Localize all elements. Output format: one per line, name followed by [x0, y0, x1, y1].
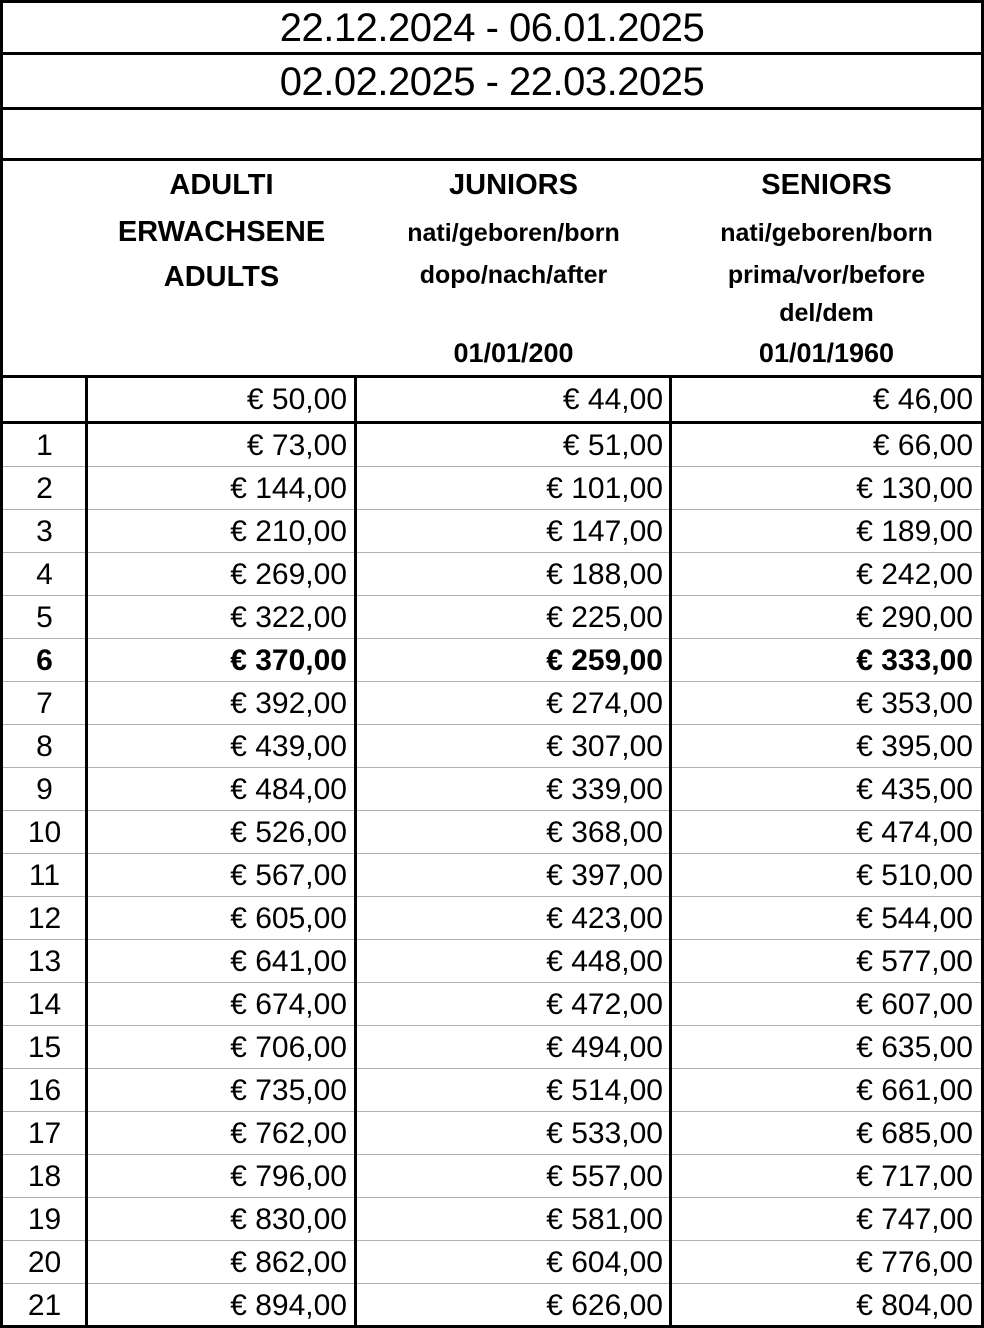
- header-seniors-line-1: nati/geboren/born: [720, 219, 933, 247]
- column-divider: [85, 378, 88, 1325]
- price-seniors: € 544,00: [856, 902, 973, 935]
- header-seniors-date: 01/01/1960: [758, 338, 895, 368]
- row-index: 12: [27, 902, 62, 935]
- header-seniors-line-3: del/dem: [779, 299, 874, 327]
- price-juniors: € 225,00: [546, 601, 663, 634]
- price-juniors: € 533,00: [546, 1117, 663, 1150]
- empty-band: [3, 110, 981, 159]
- row-index: 10: [27, 816, 62, 849]
- price-adults: € 526,00: [230, 816, 347, 849]
- price-juniors: € 423,00: [546, 902, 663, 935]
- row-index: 18: [27, 1160, 62, 1193]
- table-row: [3, 1241, 981, 1284]
- table-row: [3, 1069, 981, 1112]
- price-juniors: € 259,00: [546, 644, 663, 677]
- header-juniors: [357, 161, 670, 375]
- price-seniors: € 353,00: [856, 687, 973, 720]
- table-row: [3, 553, 981, 596]
- price-adults: € 567,00: [230, 859, 347, 892]
- header-seniors-title: SENIORS: [761, 169, 892, 201]
- header-seniors-line-2: prima/vor/before: [727, 261, 926, 289]
- price-juniors: € 51,00: [562, 429, 663, 462]
- row-index: 6: [36, 644, 53, 677]
- table-row: [3, 510, 981, 553]
- row-index: 16: [27, 1074, 62, 1107]
- price-seniors: € 804,00: [856, 1289, 973, 1322]
- header-juniors-line-1: nati/geboren/born: [407, 219, 620, 247]
- header-adults-line-1: ADULTI: [169, 169, 274, 201]
- price-seniors: € 577,00: [856, 945, 973, 978]
- table-row: [3, 596, 981, 639]
- price-seniors: € 661,00: [856, 1074, 973, 1107]
- header-juniors-date: 01/01/200: [453, 338, 574, 368]
- row-index: 19: [27, 1203, 62, 1236]
- period-1: 22.12.2024 - 06.01.2025: [279, 5, 705, 50]
- price-seniors: € 747,00: [856, 1203, 973, 1236]
- table-row: [3, 1198, 981, 1241]
- price-adults: € 73,00: [246, 429, 347, 462]
- table-row: [3, 811, 981, 854]
- price-adults: € 322,00: [230, 601, 347, 634]
- price-adults: € 269,00: [230, 558, 347, 591]
- price-seniors: € 189,00: [856, 515, 973, 548]
- price-adults: € 439,00: [230, 730, 347, 763]
- header-adults: [88, 161, 355, 375]
- price-seniors: € 435,00: [856, 773, 973, 806]
- table-row: [3, 768, 981, 811]
- table-row: [3, 639, 981, 682]
- price-juniors: € 514,00: [546, 1074, 663, 1107]
- table-row: [3, 1112, 981, 1155]
- price-juniors: € 101,00: [546, 472, 663, 505]
- column-divider: [354, 378, 357, 1325]
- price-juniors: € 274,00: [546, 687, 663, 720]
- table-row: [3, 854, 981, 897]
- price-juniors: € 557,00: [546, 1160, 663, 1193]
- table-row: [3, 983, 981, 1026]
- row-index: 9: [36, 773, 53, 806]
- price-juniors: € 472,00: [546, 988, 663, 1021]
- table-row: [3, 1284, 981, 1327]
- price-juniors: € 604,00: [546, 1246, 663, 1279]
- price-adults: € 210,00: [230, 515, 347, 548]
- row-index: 2: [36, 472, 53, 505]
- price-adults: € 144,00: [230, 472, 347, 505]
- price-juniors: € 581,00: [546, 1203, 663, 1236]
- price-adults: € 50,00: [246, 383, 347, 416]
- price-seniors: € 242,00: [856, 558, 973, 591]
- header-juniors-title: JUNIORS: [449, 169, 578, 201]
- row-index: 5: [36, 601, 53, 634]
- row-index: 20: [27, 1246, 62, 1279]
- table-row: [3, 725, 981, 768]
- price-juniors: € 448,00: [546, 945, 663, 978]
- price-seniors: € 474,00: [856, 816, 973, 849]
- price-adults: € 641,00: [230, 945, 347, 978]
- table-row: [3, 897, 981, 940]
- price-juniors: € 494,00: [546, 1031, 663, 1064]
- price-adults: € 370,00: [230, 644, 347, 677]
- table-row: [3, 682, 981, 725]
- row-index: 8: [36, 730, 53, 763]
- header-juniors-line-2: dopo/nach/after: [419, 261, 608, 289]
- price-adults: € 762,00: [230, 1117, 347, 1150]
- price-adults: € 392,00: [230, 687, 347, 720]
- price-juniors: € 626,00: [546, 1289, 663, 1322]
- price-adults: € 674,00: [230, 988, 347, 1021]
- row-index: 3: [36, 515, 53, 548]
- price-seniors: € 130,00: [856, 472, 973, 505]
- table-row: [3, 467, 981, 510]
- price-juniors: € 307,00: [546, 730, 663, 763]
- row-index: 17: [27, 1117, 62, 1150]
- header-adults-line-2: ERWACHSENE: [117, 216, 326, 248]
- price-adults: € 484,00: [230, 773, 347, 806]
- column-divider: [669, 378, 672, 1325]
- row-index: 15: [27, 1031, 62, 1064]
- table-row: [3, 424, 981, 467]
- price-seniors: € 66,00: [872, 429, 973, 462]
- price-seniors: € 717,00: [856, 1160, 973, 1193]
- price-adults: € 735,00: [230, 1074, 347, 1107]
- price-seniors: € 333,00: [856, 644, 973, 677]
- price-juniors: € 397,00: [546, 859, 663, 892]
- row-index: 13: [27, 945, 62, 978]
- price-adults: € 830,00: [230, 1203, 347, 1236]
- header-seniors: [672, 161, 981, 375]
- price-seniors: € 685,00: [856, 1117, 973, 1150]
- price-juniors: € 368,00: [546, 816, 663, 849]
- price-adults: € 706,00: [230, 1031, 347, 1064]
- row-index: 14: [27, 988, 62, 1021]
- price-seniors: € 395,00: [856, 730, 973, 763]
- row-index: 1: [36, 429, 53, 462]
- price-seniors: € 635,00: [856, 1031, 973, 1064]
- price-adults: € 605,00: [230, 902, 347, 935]
- price-adults: € 796,00: [230, 1160, 347, 1193]
- price-seniors: € 510,00: [856, 859, 973, 892]
- price-adults: € 894,00: [230, 1289, 347, 1322]
- table-row: [3, 1026, 981, 1069]
- row-index: 11: [28, 859, 61, 892]
- period-2: 02.02.2025 - 22.03.2025: [279, 59, 705, 104]
- row-index: [3, 378, 86, 421]
- price-juniors: € 339,00: [546, 773, 663, 806]
- row-index: 7: [36, 687, 53, 720]
- price-juniors: € 44,00: [562, 383, 663, 416]
- price-seniors: € 46,00: [872, 383, 973, 416]
- table-row: [3, 1155, 981, 1198]
- row-index: 21: [27, 1289, 62, 1322]
- price-juniors: € 188,00: [546, 558, 663, 591]
- header-adults-line-3: ADULTS: [163, 261, 280, 293]
- table-row: [3, 940, 981, 983]
- table-row-base: [3, 378, 981, 421]
- price-seniors: € 290,00: [856, 601, 973, 634]
- row-index: 4: [36, 558, 53, 591]
- price-adults: € 862,00: [230, 1246, 347, 1279]
- price-juniors: € 147,00: [546, 515, 663, 548]
- price-seniors: € 607,00: [856, 988, 973, 1021]
- price-seniors: € 776,00: [856, 1246, 973, 1279]
